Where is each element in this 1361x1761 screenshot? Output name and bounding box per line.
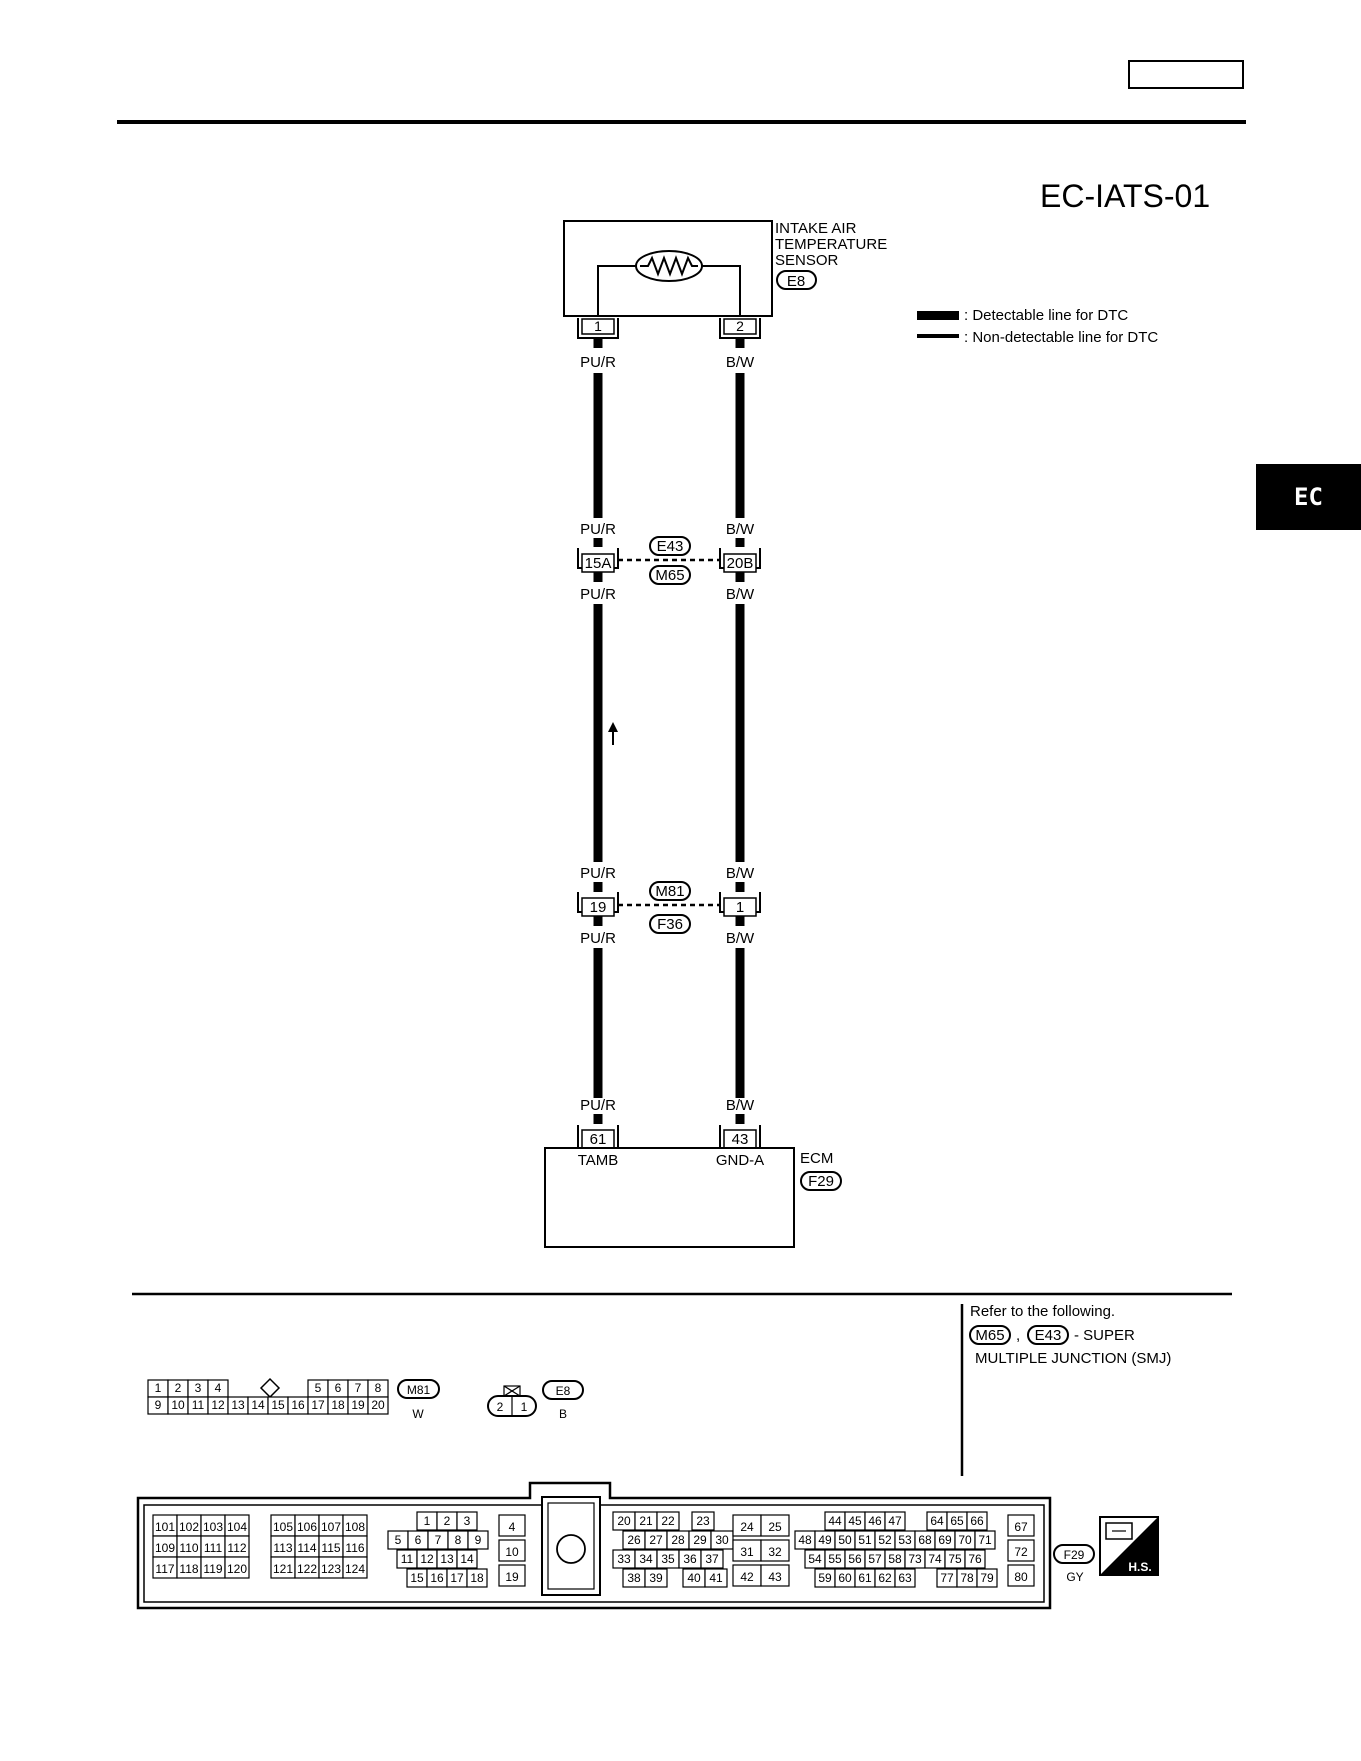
f29-pin: 102: [178, 1520, 200, 1534]
legend-detectable: : Detectable line for DTC: [964, 307, 1129, 324]
wire-color-label: PU/R: [580, 930, 616, 947]
f29-pin: 124: [344, 1562, 366, 1576]
m81-pin: 13: [231, 1398, 245, 1412]
diagram-id: EC-IATS-01: [1040, 178, 1211, 214]
f29-pin: 40: [687, 1571, 701, 1585]
notes-conn-a: M65: [975, 1327, 1005, 1344]
f29-pin: 26: [627, 1533, 641, 1547]
f29-pin: 27: [649, 1533, 663, 1547]
f29-pin: 2: [443, 1514, 451, 1528]
f29-pin: 120: [226, 1562, 248, 1576]
f29-pin: 45: [848, 1514, 862, 1528]
f29-pin: 66: [970, 1514, 984, 1528]
f29-pin: 54: [808, 1552, 822, 1566]
e8-label: E8: [555, 1384, 571, 1398]
junction2-pin-right: 1: [735, 899, 745, 916]
f29-pin: 108: [344, 1520, 366, 1534]
f29-pin: 38: [627, 1571, 641, 1585]
f29-pin: 25: [768, 1520, 782, 1534]
f29-pin: 46: [868, 1514, 882, 1528]
f29-pin: 122: [296, 1562, 318, 1576]
m81-color: W: [412, 1407, 424, 1421]
sensor-pin-left: 1: [594, 318, 602, 334]
f29-pin: 37: [705, 1552, 719, 1566]
junction2-conn-top: M81: [655, 883, 685, 900]
f29-pin: 75: [948, 1552, 962, 1566]
wire-color-label: PU/R: [580, 865, 616, 882]
f29-pin: 67: [1014, 1520, 1028, 1534]
f29-pin: 7: [434, 1533, 442, 1547]
f29-pin: 21: [639, 1514, 653, 1528]
e8-pin: 1: [520, 1400, 528, 1414]
f29-pin: 77: [940, 1571, 954, 1585]
notes-smj-line2: MULTIPLE JUNCTION (SMJ): [975, 1350, 1172, 1367]
junction1-conn-top: E43: [656, 538, 684, 555]
f29-pin: 5: [394, 1533, 402, 1547]
f29-pin: 43: [768, 1570, 782, 1584]
f29-pin: 115: [321, 1541, 341, 1555]
sensor-connector-label: E8: [786, 273, 806, 290]
m81-pin: 9: [154, 1398, 162, 1412]
ecm-terminal-left: TAMB: [577, 1152, 619, 1169]
junction1-pin-left: 15A: [584, 555, 612, 572]
f29-pin: 113: [273, 1541, 293, 1555]
f29-pin: 36: [683, 1552, 697, 1566]
f29-pin: 13: [440, 1552, 454, 1566]
f29-pin: 119: [203, 1562, 223, 1576]
m81-label: M81: [406, 1383, 431, 1397]
f29-center-hole: [557, 1535, 585, 1563]
f29-pin: 76: [968, 1552, 982, 1566]
f29-pin: 78: [960, 1571, 974, 1585]
f29-pin: 79: [980, 1571, 994, 1585]
f29-pin: 80: [1014, 1570, 1028, 1584]
wire-color-label: PU/R: [580, 586, 616, 603]
f29-pin: 33: [617, 1552, 631, 1566]
f29-pin: 104: [226, 1520, 248, 1534]
m81-pin: 16: [291, 1398, 305, 1412]
connector-key-icon: [261, 1379, 279, 1397]
f29-pin: 61: [858, 1571, 872, 1585]
f29-color: GY: [1066, 1570, 1084, 1584]
f29-pin: 116: [345, 1541, 365, 1555]
f29-pin: 42: [740, 1570, 754, 1584]
e8-pin: 2: [496, 1400, 504, 1414]
ecm-pin-left: 61: [589, 1131, 607, 1148]
f29-pin: 112: [227, 1541, 247, 1555]
wire-color-label: B/W: [725, 586, 755, 603]
f29-pin: 105: [272, 1520, 294, 1534]
f29-pin: 71: [978, 1533, 992, 1547]
f29-pin: 106: [296, 1520, 318, 1534]
f29-pin: 123: [320, 1562, 342, 1576]
f29-pin: 35: [661, 1552, 675, 1566]
f29-pin: 22: [661, 1514, 675, 1528]
m81-pin: 18: [331, 1398, 345, 1412]
f29-pin: 64: [930, 1514, 944, 1528]
ecm-pin-right: 43: [731, 1131, 749, 1148]
f29-pin: 11: [400, 1552, 414, 1566]
ecm-terminal-right: GND-A: [715, 1152, 765, 1169]
f29-pin: 19: [505, 1570, 519, 1584]
f29-pin: 111: [203, 1541, 223, 1555]
m81-pin: 14: [251, 1398, 265, 1412]
wire-color-label: PU/R: [580, 1097, 616, 1114]
m81-pin: 19: [351, 1398, 365, 1412]
f29-pin: 48: [798, 1533, 812, 1547]
f29-pin: 4: [508, 1520, 516, 1534]
wire-color-label: B/W: [725, 1097, 755, 1114]
f29-pin: 107: [320, 1520, 342, 1534]
f29-pin: 114: [297, 1541, 317, 1555]
m81-pin: 4: [214, 1381, 222, 1395]
f29-pin: 103: [202, 1520, 224, 1534]
junction1-pin-right: 20B: [726, 555, 754, 572]
f29-pin: 51: [858, 1533, 872, 1547]
f29-pin: 49: [818, 1533, 832, 1547]
f29-pin: 20: [617, 1514, 631, 1528]
f29-pin: 68: [918, 1533, 932, 1547]
f29-pin: 72: [1014, 1545, 1028, 1559]
wire-color-label: B/W: [725, 865, 755, 882]
f29-pin: 62: [878, 1571, 892, 1585]
f29-pin: 74: [928, 1552, 942, 1566]
f29-pin: 1: [423, 1514, 431, 1528]
f29-pin: 56: [848, 1552, 862, 1566]
section-tab[interactable]: EC: [1256, 464, 1361, 530]
f29-pin: 58: [888, 1552, 902, 1566]
f29-pin: 110: [179, 1541, 199, 1555]
f29-pin: 23: [696, 1514, 710, 1528]
f29-pin: 121: [272, 1562, 294, 1576]
m81-pin: 12: [211, 1398, 225, 1412]
f29-pin: 59: [818, 1571, 832, 1585]
wire-color-label: B/W: [725, 354, 755, 371]
f29-pin: 44: [828, 1514, 842, 1528]
f29-pin: 55: [828, 1552, 842, 1566]
wire-color-label: PU/R: [580, 521, 616, 538]
f29-pin: 109: [154, 1541, 176, 1555]
sensor-pin-right: 2: [736, 318, 744, 334]
f29-pin: 73: [908, 1552, 922, 1566]
f29-pin: 53: [898, 1533, 912, 1547]
wire-color-label: B/W: [725, 930, 755, 947]
f29-pin: 118: [179, 1562, 199, 1576]
wire-color-label: B/W: [725, 521, 755, 538]
m81-pin: 11: [191, 1398, 205, 1412]
f29-pin: 12: [420, 1552, 434, 1566]
m81-pin: 15: [271, 1398, 285, 1412]
f29-pin: 28: [671, 1533, 685, 1547]
f29-pin: 32: [768, 1545, 782, 1559]
m81-pin: 1: [154, 1381, 162, 1395]
wire-color-label: PU/R: [580, 354, 616, 371]
sensor-name-line1: INTAKE AIR: [775, 220, 857, 237]
f29-pin: 63: [898, 1571, 912, 1585]
m81-pin: 2: [174, 1381, 182, 1395]
e8-color: B: [558, 1407, 568, 1421]
f29-pin: 18: [470, 1571, 484, 1585]
f29-pin: 3: [463, 1514, 471, 1528]
junction2-pin-left: 19: [589, 899, 607, 916]
f29-label: F29: [1063, 1548, 1085, 1562]
f29-pin: 65: [950, 1514, 964, 1528]
f29-pin: 17: [450, 1571, 464, 1585]
f29-pin: 50: [838, 1533, 852, 1547]
m81-pin: 7: [354, 1381, 362, 1395]
notes-smj-line1: - SUPER: [1074, 1327, 1135, 1344]
m81-pin: 6: [334, 1381, 342, 1395]
f29-pin: 8: [454, 1533, 462, 1547]
f29-pin: 29: [693, 1533, 707, 1547]
f29-pin: 15: [410, 1571, 424, 1585]
f29-pin: 39: [649, 1571, 663, 1585]
notes-refer: Refer to the following.: [970, 1303, 1116, 1320]
f29-pin: 14: [460, 1552, 474, 1566]
m81-pin: 8: [374, 1381, 382, 1395]
f29-pin: 24: [740, 1520, 754, 1534]
sensor-name-line3: SENSOR: [775, 252, 839, 269]
ecm-connector-label: F29: [808, 1173, 834, 1190]
m81-pin: 17: [311, 1398, 325, 1412]
m81-pin: 5: [314, 1381, 322, 1395]
f29-pin: 9: [474, 1533, 482, 1547]
sensor-name-line2: TEMPERATURE: [775, 236, 888, 253]
f29-pin: 101: [154, 1520, 176, 1534]
f29-pin: 47: [888, 1514, 902, 1528]
m81-pin: 20: [371, 1398, 385, 1412]
ecm-name: ECM: [800, 1150, 834, 1167]
legend-non-detectable: : Non-detectable line for DTC: [964, 329, 1159, 346]
f29-pin: 52: [878, 1533, 892, 1547]
f29-pin: 70: [958, 1533, 972, 1547]
m81-pin: 3: [194, 1381, 202, 1395]
hs-icon-label: H.S.: [1128, 1560, 1152, 1574]
f29-pin: 30: [715, 1533, 729, 1547]
f29-pin: 60: [838, 1571, 852, 1585]
notes-conn-b: E43: [1034, 1327, 1062, 1344]
f29-pin: 34: [639, 1552, 653, 1566]
junction1-conn-bottom: M65: [655, 567, 685, 584]
junction2-conn-bottom: F36: [657, 916, 683, 933]
f29-pin: 41: [709, 1571, 723, 1585]
f29-pin: 16: [430, 1571, 444, 1585]
f29-pin: 31: [740, 1545, 754, 1559]
f29-pin: 69: [938, 1533, 952, 1547]
f29-pin: 6: [414, 1533, 422, 1547]
f29-pin: 57: [868, 1552, 882, 1566]
m81-pin: 10: [171, 1398, 185, 1412]
notes-separator: ,: [1016, 1327, 1021, 1344]
f29-pin: 117: [155, 1562, 175, 1576]
f29-pin: 10: [505, 1545, 519, 1559]
